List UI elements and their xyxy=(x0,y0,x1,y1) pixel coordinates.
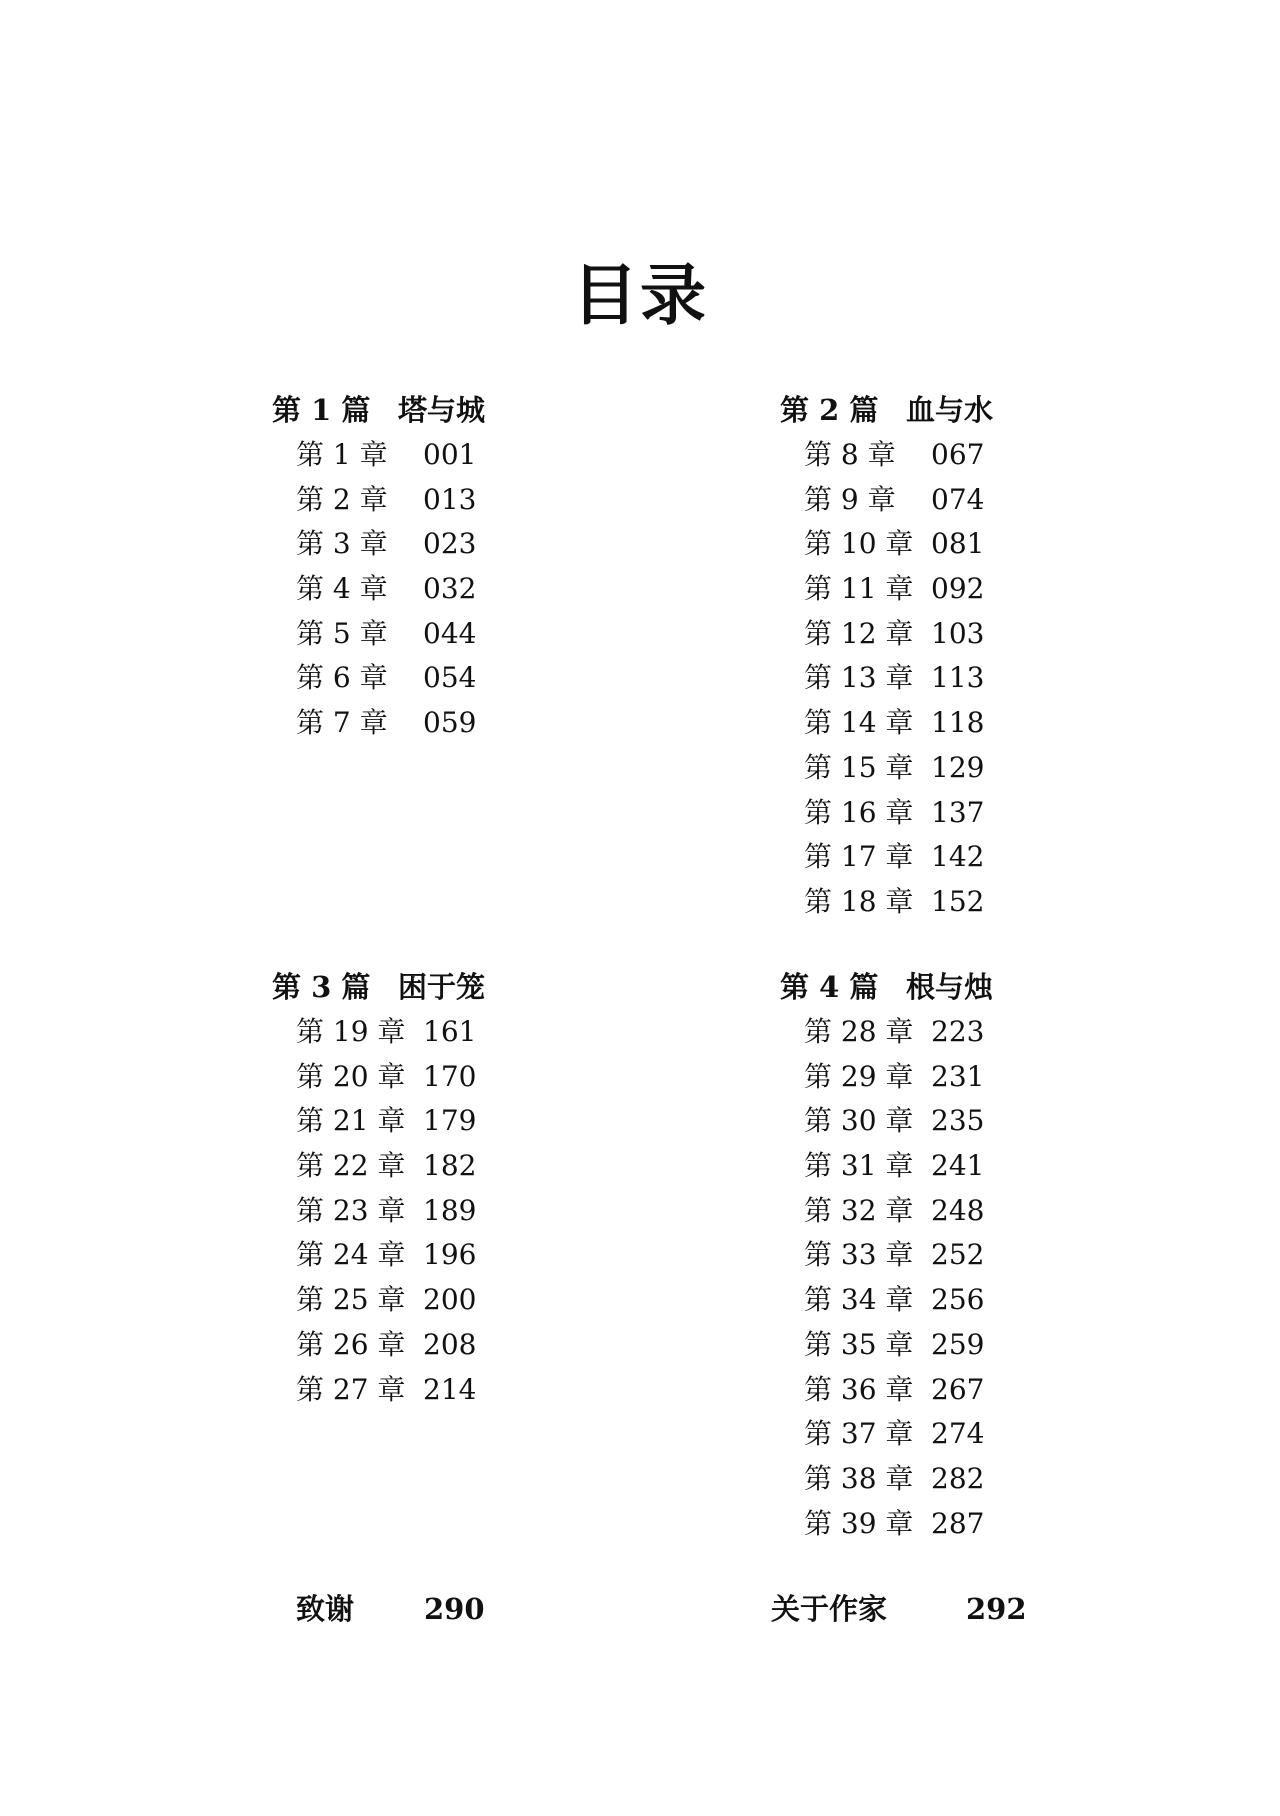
chapter-label: 第 26 章 xyxy=(296,1327,406,1361)
chapter-entry[interactable] xyxy=(804,656,993,701)
chapter-page-number: 267 xyxy=(931,1372,985,1406)
chapter-label: 第 18 章 xyxy=(804,884,914,918)
chapter-entry[interactable] xyxy=(804,1189,993,1234)
chapter-page-number: 142 xyxy=(931,840,985,874)
chapter-page-number: 287 xyxy=(931,1506,985,1540)
chapter-page-number: 252 xyxy=(931,1238,985,1272)
chapter-label: 第 37 章 xyxy=(804,1417,914,1451)
chapter-page-number: 200 xyxy=(423,1283,477,1317)
part-2-section xyxy=(780,388,993,925)
chapter-list xyxy=(296,433,485,746)
chapter-page-number: 054 xyxy=(423,661,477,695)
chapter-label: 第 30 章 xyxy=(804,1104,914,1138)
chapter-label: 第 9 章 xyxy=(804,482,896,516)
chapter-page-number: 274 xyxy=(931,1417,985,1451)
backmatter-label: 关于作家 xyxy=(771,1592,888,1626)
chapter-label: 第 14 章 xyxy=(804,706,914,740)
chapter-page-number: 256 xyxy=(931,1283,985,1317)
chapter-label: 第 16 章 xyxy=(804,795,914,829)
chapter-entry[interactable] xyxy=(296,1055,485,1100)
chapter-label: 第 27 章 xyxy=(296,1372,406,1406)
chapter-entry[interactable] xyxy=(296,1323,485,1368)
part-heading[interactable] xyxy=(780,965,993,1010)
chapter-entry[interactable] xyxy=(804,522,993,567)
chapter-entry[interactable] xyxy=(296,1278,485,1323)
chapter-entry[interactable] xyxy=(804,612,993,657)
chapter-entry[interactable] xyxy=(804,880,993,925)
backmatter-label: 致谢 xyxy=(296,1592,355,1626)
chapter-label: 第 25 章 xyxy=(296,1283,406,1317)
chapter-entry[interactable] xyxy=(804,701,993,746)
chapter-label: 第 39 章 xyxy=(804,1506,914,1540)
chapter-entry[interactable] xyxy=(804,567,993,612)
chapter-label: 第 1 章 xyxy=(296,438,388,471)
chapter-page-number: 081 xyxy=(931,527,985,561)
chapter-page-number: 059 xyxy=(423,706,477,740)
part-label: 第 2 篇 xyxy=(780,393,879,427)
chapter-page-number: 223 xyxy=(931,1015,985,1048)
part-1-section xyxy=(272,388,485,746)
chapter-label: 第 6 章 xyxy=(296,661,388,695)
chapter-label: 第 31 章 xyxy=(804,1149,914,1183)
chapter-label: 第 7 章 xyxy=(296,706,388,740)
chapter-entry[interactable] xyxy=(296,1010,485,1055)
chapter-page-number: 189 xyxy=(423,1193,477,1227)
part-name: 根与烛 xyxy=(906,970,994,1004)
chapter-label: 第 3 章 xyxy=(296,527,388,561)
chapter-page-number: 182 xyxy=(423,1149,477,1183)
chapter-entry[interactable] xyxy=(296,701,485,746)
chapter-label: 第 13 章 xyxy=(804,661,914,695)
chapter-entry[interactable] xyxy=(804,1457,993,1502)
chapter-label: 第 12 章 xyxy=(804,616,914,650)
chapter-page-number: 282 xyxy=(931,1461,985,1495)
chapter-page-number: 137 xyxy=(931,795,985,829)
chapter-entry[interactable] xyxy=(804,433,993,478)
chapter-list xyxy=(804,1010,993,1546)
chapter-page-number: 092 xyxy=(931,572,985,606)
chapter-entry[interactable] xyxy=(804,1412,993,1457)
chapter-label: 第 20 章 xyxy=(296,1059,406,1093)
chapter-label: 第 11 章 xyxy=(804,572,914,606)
chapter-page-number: 208 xyxy=(423,1327,477,1361)
chapter-label: 第 34 章 xyxy=(804,1283,914,1317)
chapter-page-number: 248 xyxy=(931,1193,985,1227)
chapter-page-number: 241 xyxy=(931,1149,985,1183)
chapter-page-number: 161 xyxy=(423,1015,477,1048)
chapter-label: 第 10 章 xyxy=(804,527,914,561)
part-heading[interactable] xyxy=(780,388,993,433)
chapter-entry[interactable] xyxy=(804,1502,993,1547)
chapter-label: 第 24 章 xyxy=(296,1238,406,1272)
chapter-entry[interactable] xyxy=(804,1099,993,1144)
chapter-entry[interactable] xyxy=(804,478,993,523)
part-label: 第 3 篇 xyxy=(272,970,371,1004)
part-label: 第 1 篇 xyxy=(272,393,371,427)
chapter-page-number: 259 xyxy=(931,1327,985,1361)
chapter-page-number: 152 xyxy=(931,884,985,918)
chapter-page-number: 103 xyxy=(931,616,985,650)
chapter-page-number: 179 xyxy=(423,1104,477,1138)
part-name: 困于笼 xyxy=(398,970,486,1004)
chapter-label: 第 5 章 xyxy=(296,616,388,650)
part-heading[interactable] xyxy=(272,388,485,433)
chapter-label: 第 15 章 xyxy=(804,750,914,784)
chapter-entry[interactable] xyxy=(296,1144,485,1189)
chapter-page-number: 074 xyxy=(931,482,985,516)
chapter-page-number: 196 xyxy=(423,1238,477,1272)
chapter-label: 第 4 章 xyxy=(296,572,388,606)
chapter-entry[interactable] xyxy=(296,433,485,478)
chapter-entry[interactable] xyxy=(804,1010,993,1055)
chapter-page-number: 118 xyxy=(931,706,985,740)
chapter-entry[interactable] xyxy=(296,1099,485,1144)
backmatter-acknowledgements[interactable] xyxy=(296,1586,485,1632)
chapter-label: 第 36 章 xyxy=(804,1372,914,1406)
chapter-entry[interactable] xyxy=(804,1368,993,1413)
chapter-label: 第 2 章 xyxy=(296,482,388,516)
chapter-entry[interactable] xyxy=(296,522,485,567)
chapter-page-number: 013 xyxy=(423,482,477,516)
chapter-label: 第 19 章 xyxy=(296,1015,406,1048)
part-name: 塔与城 xyxy=(398,393,486,427)
chapter-entry[interactable] xyxy=(296,1233,485,1278)
chapter-label: 第 33 章 xyxy=(804,1238,914,1272)
chapter-label: 第 38 章 xyxy=(804,1461,914,1495)
chapter-list xyxy=(804,433,993,925)
chapter-list xyxy=(296,1010,485,1412)
chapter-entry[interactable] xyxy=(296,567,485,612)
backmatter-page-number: 290 xyxy=(424,1592,485,1626)
chapter-page-number: 044 xyxy=(423,616,477,650)
chapter-entry[interactable] xyxy=(296,1189,485,1234)
part-name: 血与水 xyxy=(906,393,994,427)
chapter-entry[interactable] xyxy=(804,746,993,791)
chapter-page-number: 113 xyxy=(931,661,985,695)
page-title: 目录 xyxy=(572,257,708,334)
part-label: 第 4 篇 xyxy=(780,970,879,1004)
chapter-page-number: 129 xyxy=(931,750,985,784)
chapter-entry[interactable] xyxy=(804,1055,993,1100)
chapter-page-number: 235 xyxy=(931,1104,985,1138)
part-heading[interactable] xyxy=(272,965,485,1010)
chapter-page-number: 001 xyxy=(423,438,477,471)
chapter-entry[interactable] xyxy=(804,1278,993,1323)
chapter-entry[interactable] xyxy=(296,656,485,701)
chapter-page-number: 067 xyxy=(931,438,985,471)
chapter-label: 第 32 章 xyxy=(804,1193,914,1227)
chapter-entry[interactable] xyxy=(804,1323,993,1368)
chapter-entry[interactable] xyxy=(296,612,485,657)
chapter-entry[interactable] xyxy=(296,1368,485,1413)
chapter-label: 第 29 章 xyxy=(804,1059,914,1093)
chapter-label: 第 35 章 xyxy=(804,1327,914,1361)
part-4-section xyxy=(780,965,993,1546)
chapter-label: 第 21 章 xyxy=(296,1104,406,1138)
chapter-label: 第 28 章 xyxy=(804,1015,914,1048)
part-3-section xyxy=(272,965,485,1412)
chapter-entry[interactable] xyxy=(804,1144,993,1189)
chapter-page-number: 032 xyxy=(423,572,477,606)
chapter-page-number: 214 xyxy=(423,1372,477,1406)
backmatter-about-author[interactable] xyxy=(771,1586,1027,1632)
chapter-page-number: 170 xyxy=(423,1059,477,1093)
chapter-entry[interactable] xyxy=(804,835,993,880)
chapter-label: 第 8 章 xyxy=(804,438,896,471)
chapter-page-number: 023 xyxy=(423,527,477,561)
backmatter-page-number: 292 xyxy=(966,1592,1027,1626)
chapter-label: 第 22 章 xyxy=(296,1149,406,1183)
chapter-entry[interactable] xyxy=(804,1233,993,1278)
chapter-page-number: 231 xyxy=(931,1059,985,1093)
chapter-label: 第 17 章 xyxy=(804,840,914,874)
chapter-entry[interactable] xyxy=(804,791,993,836)
chapter-label: 第 23 章 xyxy=(296,1193,406,1227)
chapter-entry[interactable] xyxy=(296,478,485,523)
